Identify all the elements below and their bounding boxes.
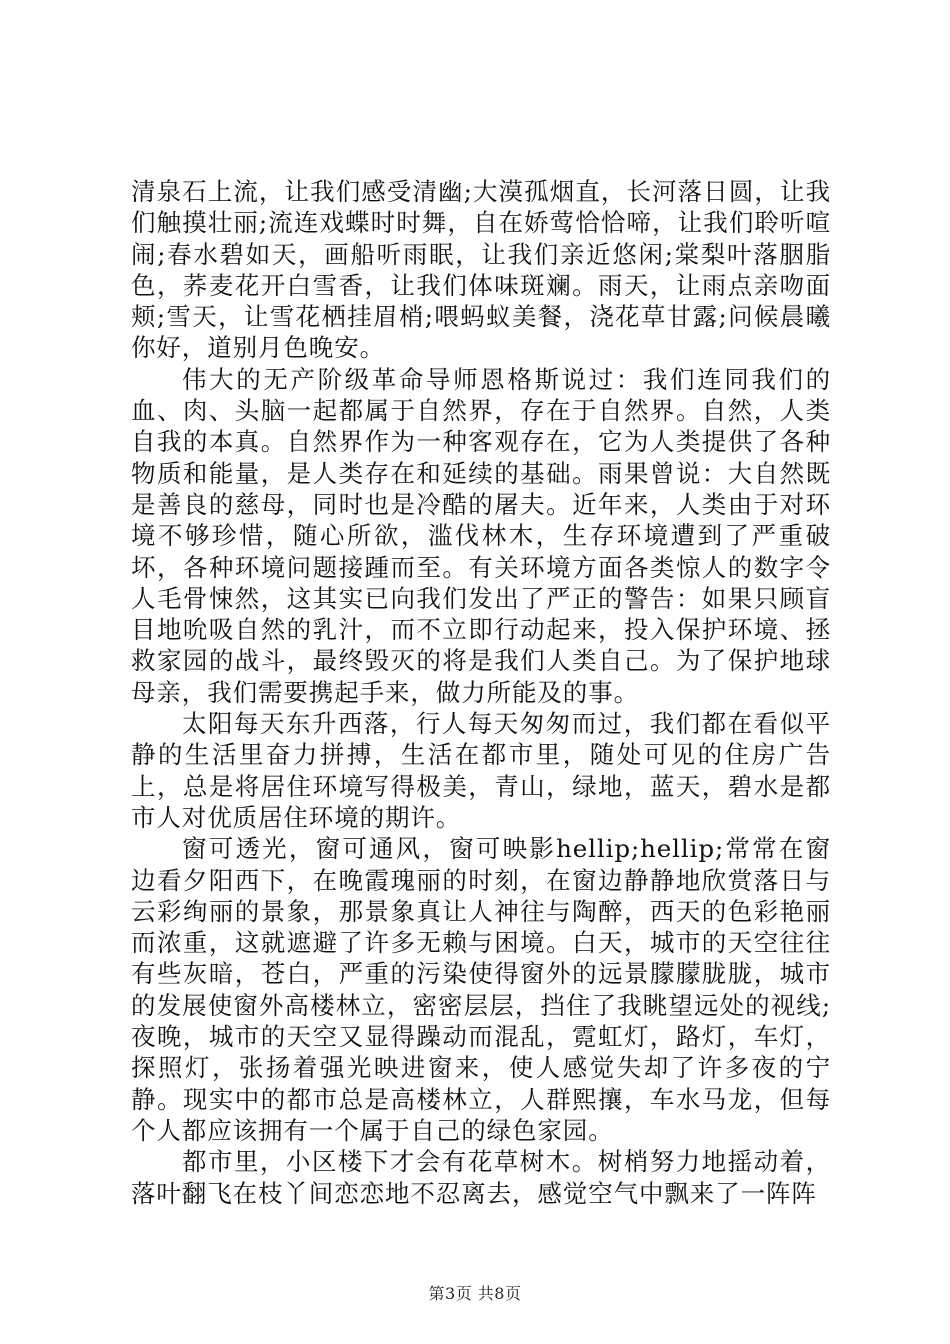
paragraph: 都市里，小区楼下才会有花草树木。树梢努力地摇动着，落叶翻飞在枝丫间恋恋地不忍离去，感觉空气中飘来了一阵阵 xyxy=(131,1147,831,1208)
paragraph: 太阳每天东升西落，行人每天匆匆而过，我们都在看似平静的生活里奋力拼搏，生活在都市里，随处可见的住房广告上，总是将居住环境写得极美，青山，绿地，蓝天，碧水是都市人对优质居住环境的期许。 xyxy=(131,709,831,832)
paragraph: 伟大的无产阶级革命导师恩格斯说过：我们连同我们的血、肉、头脑一起都属于自然界，存在于自然界。自然，人类自我的本真。自然界作为一种客观存在，它为人类提供了各种物质和能量，是人类存在和延续的基础。雨果曾说：大自然既是善良的慈母，同时也是冷酷的屠夫。近年来，人类由于对环境不够珍惜，随心所欲，滥伐林木，生存环境遭到了严重破坏，各种环境问题接踵而至。有关环境方面各类惊人的数字令人毛骨悚然，这其实已向我们发出了严正的警告：如果只顾盲目地吮吸自然的乳汁，而不立即行动起来，投入保护环境、拯救家园的战斗，最终毁灭的将是我们人类自己。为了保护地球母亲，我们需要携起手来，做力所能及的事。 xyxy=(131,364,831,707)
body-text xyxy=(131,176,831,1209)
paragraph-continued: 清泉石上流，让我们感受清幽;大漠孤烟直，长河落日圆，让我们触摸壮丽;流连戏蝶时时舞，自在娇莺恰恰啼，让我们聆听喧闹;春水碧如天，画船听雨眠，让我们亲近悠闲;棠梨叶落胭脂色，荞麦花开白雪香，让我们体味斑斓。雨天，让雨点亲吻面颊;雪天，让雪花栖挂眉梢;喂蚂蚁美餐，浇花草甘露;问候晨曦你好，道别月色晚安。 xyxy=(131,177,831,363)
paragraph: 窗可透光，窗可通风，窗可映影hellip;hellip;常常在窗边看夕阳西下，在晚霞瑰丽的时刻，在窗边静静地欣赏落日与云彩绚丽的景象，那景象真让人神往与陶醉，西天的色彩艳丽而浓重，这就遮避了许多无赖与困境。白天，城市的天空往往有些灰暗，苍白，严重的污染使得窗外的远景朦朦胧胧，城市的发展使窗外高楼林立，密密层层，挡住了我眺望远处的视线;夜晚，城市的天空又显得躁动而混乱，霓虹灯，路灯，车灯，探照灯，张扬着强光映进窗来，使人感觉失却了许多夜的宁静。现实中的都市总是高楼林立，人群熙攘，车水马龙，但每个人都应该拥有一个属于自己的绿色家园。 xyxy=(131,834,831,1145)
page-number-footer: 第3页 共8页 xyxy=(428,1284,522,1303)
